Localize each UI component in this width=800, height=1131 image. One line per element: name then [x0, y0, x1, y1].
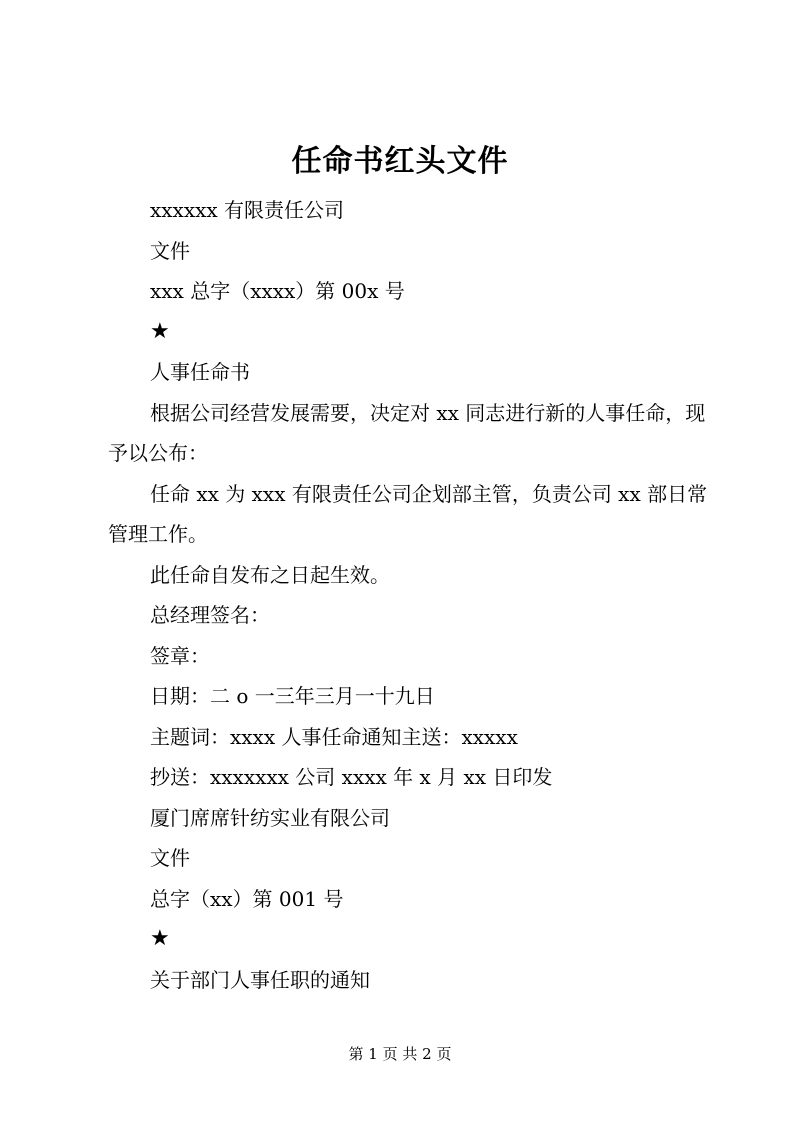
document-label: 文件	[150, 238, 190, 263]
star-icon: ★	[150, 926, 170, 951]
body-paragraph: 任命 xx 为 xxx 有限责任公司企划部主管，负责公司 xx 部日常管理工作。	[108, 481, 708, 546]
notice-heading: 关于部门人事任职的通知	[150, 967, 370, 992]
cc-line: 抄送：xxxxxxx 公司 xxxx 年 x 月 xx 日印发	[150, 765, 553, 789]
company-name: xxxxxx 有限责任公司	[150, 198, 345, 222]
document-number-2: 总字（xx）第 001 号	[150, 886, 344, 911]
seal-line: 签章：	[150, 643, 210, 668]
document-title: 任命书红头文件	[291, 144, 509, 179]
document-label-2: 文件	[150, 846, 190, 870]
star-icon: ★	[150, 318, 170, 344]
body-paragraph: 此任命自发布之日起生效。	[150, 562, 390, 587]
company-name-2: 厦门席席针纺实业有限公司	[150, 805, 390, 830]
signature-line: 总经理签名：	[150, 603, 270, 627]
document-number: xxx 总字（xxxx）第 00x 号	[150, 279, 405, 303]
date-line: 日期：二 o 一三年三月一十九日	[150, 684, 435, 708]
document-body	[108, 190, 708, 1000]
body-paragraph: 根据公司经营发展需要，决定对 xx 同志进行新的人事任命，现予以公布：	[108, 400, 706, 465]
section-heading: 人事任命书	[150, 360, 250, 384]
page-footer: 第 1 页 共 2 页	[348, 1045, 452, 1063]
subject-line: 主题词：xxxx 人事任命通知主送：xxxxx	[150, 724, 518, 749]
